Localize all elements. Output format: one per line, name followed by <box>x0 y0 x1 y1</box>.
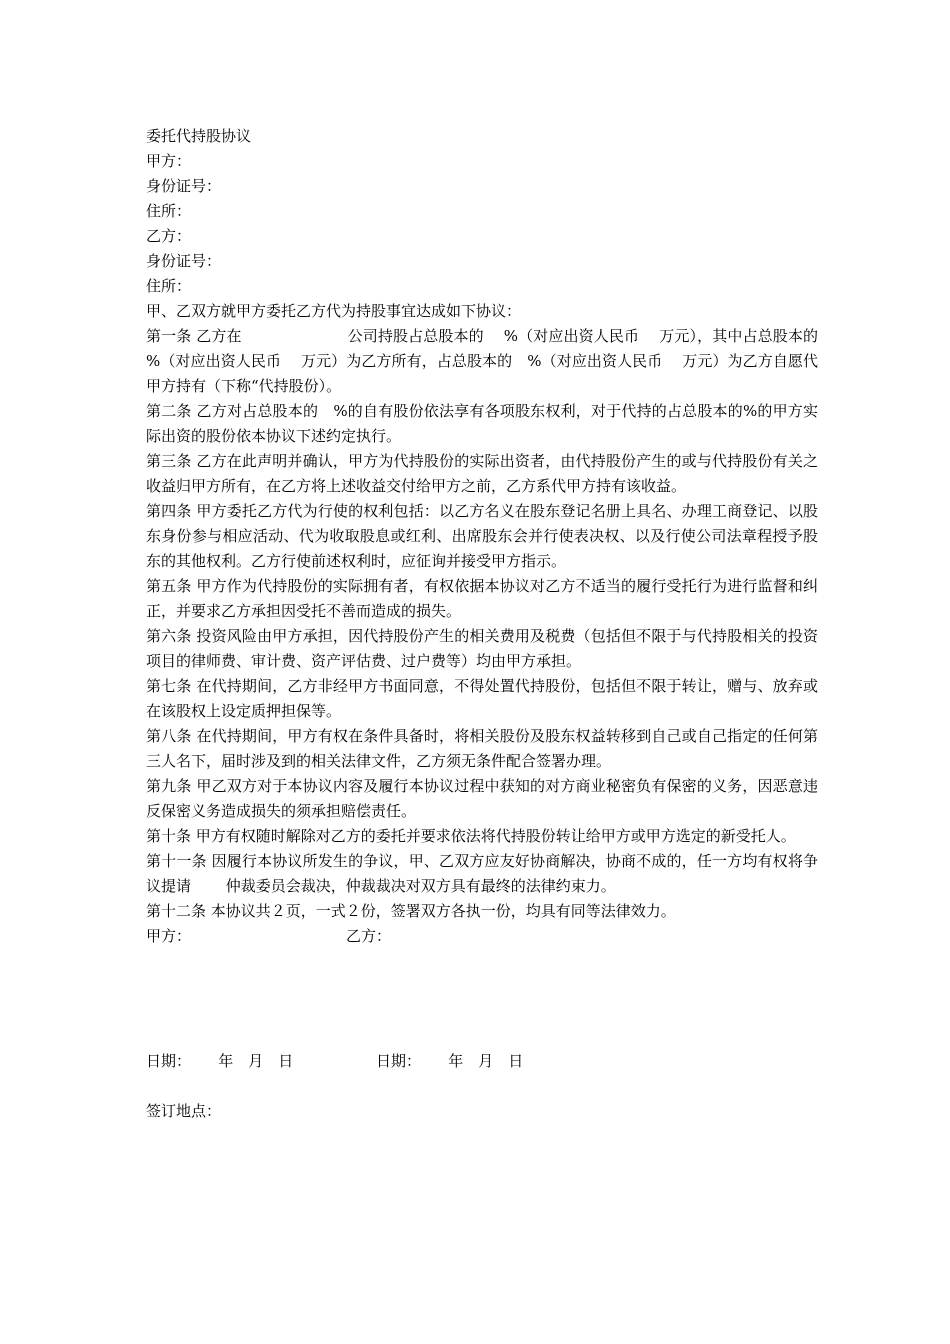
party-a-address-label: 住所： <box>146 202 192 220</box>
article-11: 第十一条 因履行本协议所发生的争议，甲、乙双方应友好协商解决，协商不成的，任一方均有权将争议提请 仲裁委员会裁决，仲裁裁决对双方具有最终的法律约束力。 <box>146 852 818 895</box>
date-row <box>146 1049 818 1074</box>
party-a-date: 日期： 年 月 日 <box>146 1052 294 1070</box>
party-a-id-label: 身份证号： <box>146 177 222 195</box>
party-a-signature-label: 甲方： <box>146 927 192 945</box>
party-b-label: 乙方： <box>146 227 192 245</box>
signing-place-label: 签订地点： <box>146 1102 222 1120</box>
document-title: 委托代持股协议 <box>146 127 252 145</box>
party-b-id-label: 身份证号： <box>146 252 222 270</box>
article-2: 第二条 乙方对占总股本的 %的自有股份依法享有各项股东权利，对于代持的占总股本的%的甲方实际出资的股份依本协议下述约定执行。 <box>146 402 818 445</box>
article-7: 第七条 在代持期间，乙方非经甲方书面同意，不得处置代持股份，包括但不限于转让，赠与、放弃或在该股权上设定质押担保等。 <box>146 677 818 720</box>
article-8: 第八条 在代持期间，甲方有权在条件具备时，将相关股份及股东权益转移到自己或自己指定的任何第三人名下，届时涉及到的相关法律文件，乙方须无条件配合签署办理。 <box>146 727 818 770</box>
article-4: 第四条 甲方委托乙方代为行使的权利包括：以乙方名义在股东登记名册上具名、办理工商登记、以股东身份参与相应活动、代为收取股息或红利、出席股东会并行使表决权、以及行使公司法章程授予股东的其他权利。乙方行使前述权利时，应征询并接受甲方指示。 <box>146 502 818 570</box>
party-b-date: 日期： 年 月 日 <box>376 1052 524 1070</box>
date-gap <box>146 1074 818 1099</box>
article-1: 第一条 乙方在 公司持股占总股本的 %（对应出资人民币 万元），其中占总股本的 %（对应出资人民币 万元）为乙方所有，占总股本的 %（对应出资人民币 万元）为乙方自愿代甲方持有（下称“代持股份）。 <box>146 327 818 395</box>
article-9: 第九条 甲乙双方对于本协议内容及履行本协议过程中获知的对方商业秘密负有保密的义务，因恶意违反保密义务造成损失的须承担赔偿责任。 <box>146 777 818 820</box>
document-page <box>146 124 818 1124</box>
article-6: 第六条 投资风险由甲方承担，因代持股份产生的相关费用及税费（包括但不限于与代持股相关的投资项目的律师费、审计费、资产评估费、过户费等）均由甲方承担。 <box>146 627 818 670</box>
party-a-label: 甲方： <box>146 152 192 170</box>
article-10: 第十条 甲方有权随时解除对乙方的委托并要求依法将代持股份转让给甲方或甲方选定的新受托人。 <box>146 827 796 845</box>
article-5: 第五条 甲方作为代持股份的实际拥有者，有权依据本协议对乙方不适当的履行受托行为进行监督和纠正，并要求乙方承担因受托不善而造成的损失。 <box>146 577 818 620</box>
article-3: 第三条 乙方在此声明并确认，甲方为代持股份的实际出资者，由代持股份产生的或与代持股份有关之收益归甲方所有，在乙方将上述收益交付给甲方之前，乙方系代甲方持有该收益。 <box>146 452 818 495</box>
intro-paragraph: 甲、乙双方就甲方委托乙方代为持股事宜达成如下协议： <box>146 302 522 320</box>
article-12: 第十二条 本协议共２页，一式２份，签署双方各执一份，均具有同等法律效力。 <box>146 902 676 920</box>
signature-gap <box>146 949 818 1049</box>
party-b-address-label: 住所： <box>146 277 192 295</box>
party-b-signature-label: 乙方： <box>346 927 392 945</box>
signature-row <box>146 924 818 949</box>
